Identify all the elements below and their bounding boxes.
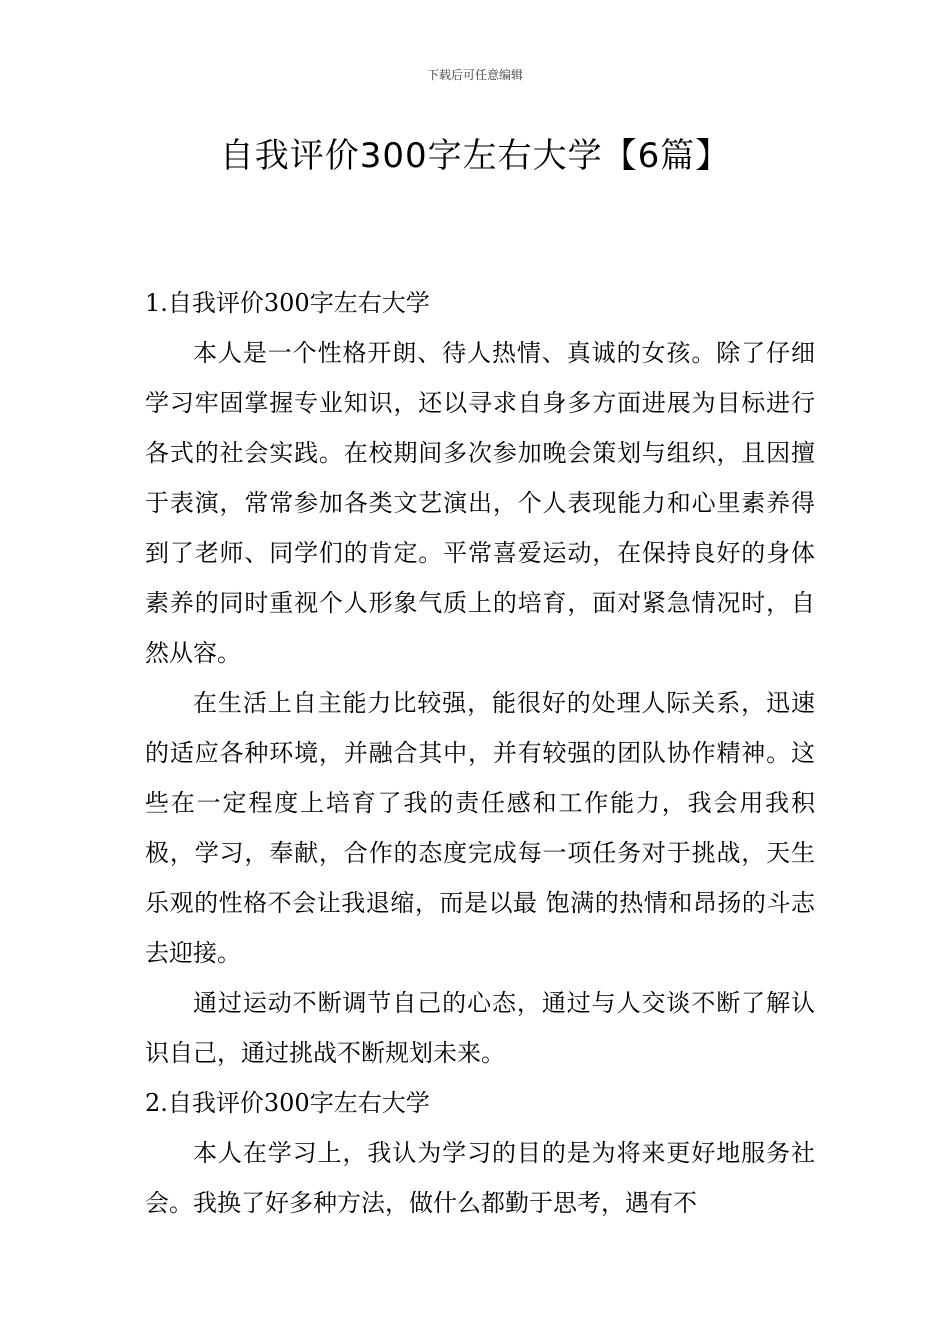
document-body	[145, 278, 815, 1228]
section-heading: 1.自我评价300字左右大学	[145, 289, 430, 317]
paragraph: 本人是一个性格开朗、待人热情、真诚的女孩。除了仔细学习牢固掌握专业知识，还以寻求自身多方面进展为目标进行各式的社会实践。在校期间多次参加晚会策划与组织，且因擅于表演，常常参加各类文艺演出，个人表现能力和心里素养得到了老师、同学们的肯定。平常喜爱运动，在保持良好的身体素养的同时重视个人形象气质上的培育，面对紧急情况时，自然从容。	[145, 339, 815, 667]
header-note: 下载后可任意编辑	[426, 68, 523, 82]
section-heading: 2.自我评价300字左右大学	[145, 1089, 430, 1117]
paragraph: 在生活上自主能力比较强，能很好的处理人际关系，迅速的适应各种环境，并融合其中，并有较强的团队协作精神。这些在一定程度上培育了我的责任感和工作能力，我会用我积极，学习，奉献，合作的态度完成每一项任务对于挑战，天生乐观的性格不会让我退缩，而是以最 饱满的热情和昂扬的斗志去迎接。	[145, 689, 815, 967]
paragraph: 通过运动不断调节自己的心态，通过与人交谈不断了解认识自己，通过挑战不断规划未来。	[145, 989, 815, 1067]
document-title: 自我评价300字左右大学【6篇】	[219, 136, 731, 176]
paragraph: 本人在学习上，我认为学习的目的是为将来更好地服务社会。我换了好多种方法，做什么都勤于思考，遇有不	[145, 1139, 815, 1217]
